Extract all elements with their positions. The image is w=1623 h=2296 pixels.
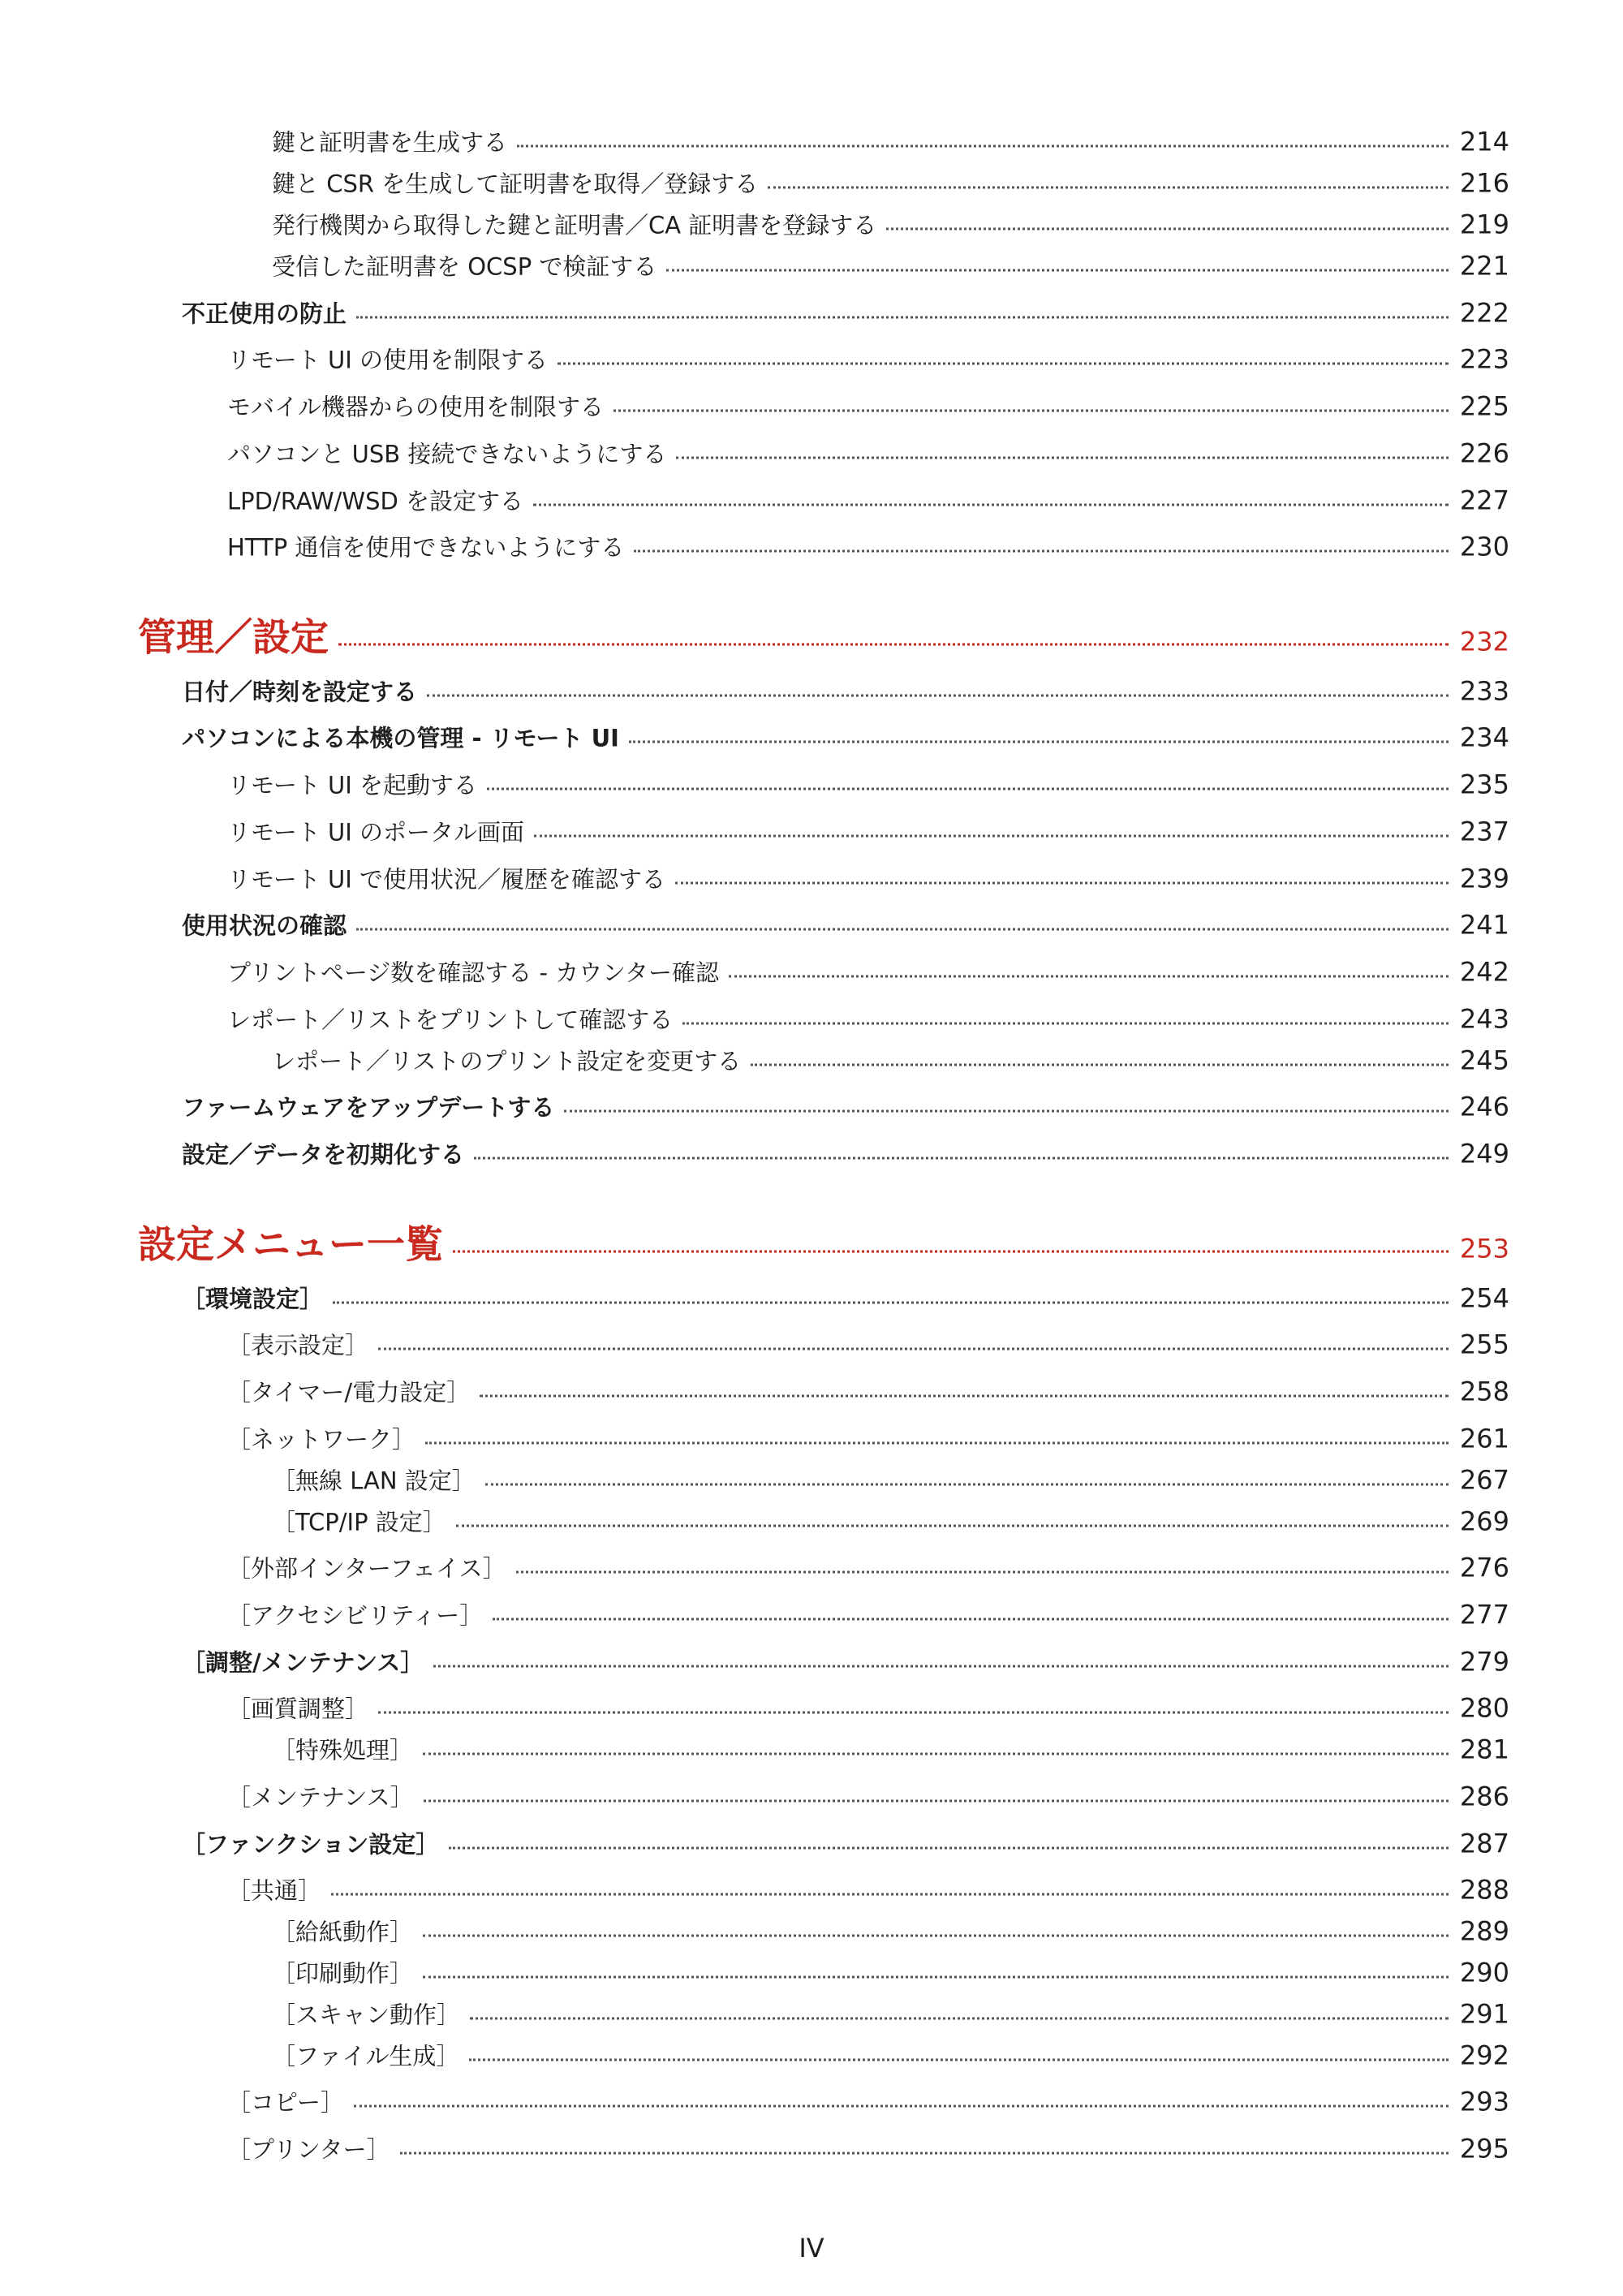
toc-page-number: 227 <box>1459 485 1509 516</box>
toc-entry-title: ［メンテナンス］ <box>227 1783 414 1811</box>
toc-page-number: 239 <box>1459 863 1509 894</box>
toc-entry-title: モバイル機器からの使用を制限する <box>227 393 605 421</box>
toc-page-number: 267 <box>1459 1464 1509 1496</box>
toc-leader-dots <box>533 504 1449 506</box>
toc-entry[interactable] <box>272 2039 1509 2072</box>
toc-leader-dots <box>338 644 1449 646</box>
toc-entry-title: ［環境設定］ <box>182 1285 324 1313</box>
toc-entry-title: ［タイマー/電力設定］ <box>227 1378 471 1406</box>
toc-leader-dots <box>480 1395 1449 1398</box>
toc-entry-title: ［表示設定］ <box>227 1331 369 1359</box>
toc-page-number: 243 <box>1459 1003 1509 1035</box>
toc-leader-dots <box>517 145 1449 148</box>
toc-entry[interactable] <box>272 1997 1509 2031</box>
toc-leader-dots <box>629 741 1449 743</box>
toc-page-number: 232 <box>1459 626 1509 657</box>
toc-page-number: 291 <box>1459 1998 1509 2030</box>
toc-chapter-title: 設定メニュー一覧 <box>138 1222 443 1268</box>
toc-entry-title: パソコンと USB 接続できないようにする <box>227 440 667 468</box>
toc-entry[interactable] <box>272 249 1509 282</box>
toc-entry-title: リモート UI の使用を制限する <box>227 346 549 374</box>
toc-entry[interactable] <box>227 530 1509 563</box>
toc-entry[interactable] <box>272 1505 1509 1538</box>
toc-page-number: 276 <box>1459 1552 1509 1583</box>
toc-entry[interactable] <box>227 2132 1509 2165</box>
toc-leader-dots <box>427 695 1449 697</box>
toc-leader-dots <box>333 1302 1449 1304</box>
toc-entry[interactable] <box>182 1090 1509 1123</box>
toc-leader-dots <box>423 1753 1449 1755</box>
toc-page-number: 219 <box>1459 209 1509 240</box>
toc-page-number: 235 <box>1459 769 1509 800</box>
toc-chapter-title: 管理／設定 <box>138 615 329 661</box>
toc-leader-dots <box>378 1348 1449 1350</box>
toc-entry[interactable] <box>138 1215 1509 1269</box>
toc-page-number: 241 <box>1459 909 1509 941</box>
toc-entry[interactable] <box>272 1956 1509 1989</box>
toc-entry-title: ［ファンクション設定］ <box>182 1830 440 1859</box>
toc-page-number: 277 <box>1459 1599 1509 1630</box>
toc-entry[interactable] <box>227 1551 1509 1584</box>
toc-leader-dots <box>493 1618 1449 1621</box>
toc-entry[interactable] <box>227 1598 1509 1631</box>
toc-page-number: 249 <box>1459 1138 1509 1170</box>
toc-leader-dots <box>666 269 1449 272</box>
toc-leader-dots <box>433 1665 1449 1668</box>
toc-entry[interactable] <box>227 815 1509 848</box>
toc-page-number: 246 <box>1459 1091 1509 1122</box>
toc-entry[interactable] <box>182 721 1509 754</box>
toc-entry-title: ［調整/メンテナンス］ <box>182 1648 424 1677</box>
toc-entry[interactable] <box>227 1375 1509 1408</box>
toc-entry[interactable] <box>272 1044 1509 1077</box>
toc-entry[interactable] <box>272 208 1509 241</box>
toc-leader-dots <box>356 928 1449 931</box>
toc-leader-dots <box>423 1935 1449 1937</box>
toc-entry[interactable] <box>272 1733 1509 1766</box>
footer-page-number: IV <box>799 2233 824 2264</box>
toc-leader-dots <box>516 1571 1449 1574</box>
toc-entry[interactable] <box>182 1282 1509 1315</box>
toc-leader-dots <box>564 1110 1449 1113</box>
toc-leader-dots <box>729 976 1449 978</box>
toc-entry[interactable] <box>182 296 1509 330</box>
toc-entry-title: HTTP 通信を使用できないようにする <box>227 533 625 562</box>
toc-page-number: 258 <box>1459 1376 1509 1407</box>
toc-page-number: 216 <box>1459 167 1509 199</box>
toc-entry[interactable] <box>227 484 1509 517</box>
toc-page-number: 269 <box>1459 1506 1509 1537</box>
toc-entry-title: パソコンによる本機の管理 - リモート UI <box>182 724 619 752</box>
toc-leader-dots <box>768 187 1449 189</box>
toc-entry-title: ファームウェアをアップデートする <box>182 1093 555 1122</box>
toc-leader-dots <box>453 1251 1449 1253</box>
toc-page-number: 286 <box>1459 1781 1509 1812</box>
toc-page-number: 230 <box>1459 531 1509 562</box>
toc-leader-dots <box>470 2018 1449 2020</box>
toc-page-number: 293 <box>1459 2086 1509 2117</box>
toc-entry-title: ［コピー］ <box>227 2088 344 2117</box>
toc-page-number: 255 <box>1459 1329 1509 1360</box>
toc-page-number: 214 <box>1459 126 1509 157</box>
toc-entry[interactable] <box>272 1463 1509 1497</box>
toc-page-number: 237 <box>1459 816 1509 847</box>
toc-entry-title: ［共通］ <box>227 1876 322 1905</box>
toc-entry-title: ［外部インターフェイス］ <box>227 1554 506 1583</box>
toc-entry-title: リモート UI で使用状況／履歴を確認する <box>227 865 666 894</box>
toc-entry[interactable] <box>227 1691 1509 1725</box>
toc-page-number: 292 <box>1459 2040 1509 2071</box>
toc-entry-title: レポート／リストのプリント設定を変更する <box>272 1047 742 1075</box>
toc-entry[interactable] <box>227 390 1509 423</box>
toc-leader-dots <box>425 1442 1449 1445</box>
toc-entry-title: ［印刷動作］ <box>272 1959 414 1988</box>
toc-leader-dots <box>423 1976 1449 1979</box>
toc-page-number: 254 <box>1459 1282 1509 1314</box>
toc-entry-title: ［アクセシビリティー］ <box>227 1601 484 1630</box>
toc-page-number: 223 <box>1459 343 1509 375</box>
toc-page-number: 279 <box>1459 1646 1509 1678</box>
toc-entry[interactable] <box>182 1827 1509 1860</box>
toc-leader-dots <box>331 1893 1449 1896</box>
toc-entry[interactable] <box>182 1645 1509 1678</box>
toc-page-number: 295 <box>1459 2133 1509 2165</box>
toc-entry-title: ［無線 LAN 設定］ <box>272 1467 476 1495</box>
toc-entry-title: リモート UI を起動する <box>227 771 478 799</box>
toc-leader-dots <box>634 550 1448 553</box>
toc-leader-dots <box>675 882 1449 885</box>
toc-leader-dots <box>400 2152 1449 2155</box>
toc-entry[interactable] <box>182 1137 1509 1170</box>
toc-page-number: 253 <box>1459 1233 1509 1264</box>
toc-entry[interactable] <box>227 768 1509 801</box>
toc-entry-title: 鍵と CSR を生成して証明書を取得／登録する <box>272 170 759 198</box>
toc-entry-title: ［スキャン動作］ <box>272 2001 461 2029</box>
toc-page-number: 280 <box>1459 1692 1509 1724</box>
toc-entry[interactable] <box>138 608 1509 662</box>
toc-page-number: 226 <box>1459 437 1509 469</box>
toc-leader-dots <box>456 1525 1449 1527</box>
toc-entry[interactable] <box>182 908 1509 941</box>
toc-page-number: 288 <box>1459 1874 1509 1906</box>
toc-entry-title: リモート UI のポータル画面 <box>227 818 525 846</box>
toc-page-number: 222 <box>1459 297 1509 329</box>
toc-page-number: 281 <box>1459 1734 1509 1765</box>
toc-entry[interactable] <box>272 166 1509 200</box>
toc-leader-dots <box>485 1484 1449 1486</box>
toc-leader-dots <box>676 457 1449 459</box>
toc-leader-dots <box>558 363 1449 365</box>
toc-leader-dots <box>424 1800 1449 1803</box>
toc-entry-title: 発行機関から取得した鍵と証明書／CA 証明書を登録する <box>272 211 877 239</box>
toc-entry-title: ［ファイル生成］ <box>272 2042 460 2070</box>
toc-page-number: 234 <box>1459 722 1509 753</box>
toc-entry-title: 鍵と証明書を生成する <box>272 128 508 157</box>
toc-entry[interactable] <box>227 342 1509 376</box>
toc-entry-title: 設定／データを初期化する <box>182 1140 465 1169</box>
toc-entry[interactable] <box>227 1328 1509 1361</box>
toc-entry-title: レポート／リストをプリントして確認する <box>227 1006 674 1034</box>
toc-page-number: 221 <box>1459 250 1509 282</box>
toc-page-number: 225 <box>1459 390 1509 422</box>
toc-page-number: 233 <box>1459 675 1509 707</box>
toc-entry-title: LPD/RAW/WSD を設定する <box>227 487 524 515</box>
toc-entry[interactable] <box>227 2085 1509 2118</box>
toc-page-number: 289 <box>1459 1915 1509 1947</box>
toc-leader-dots <box>613 410 1449 412</box>
toc-entry-title: ［ネットワーク］ <box>227 1425 416 1454</box>
toc-entry-title: ［プリンター］ <box>227 2135 390 2164</box>
toc-page-number: 287 <box>1459 1828 1509 1859</box>
toc-leader-dots <box>474 1157 1449 1160</box>
toc-entry[interactable] <box>227 1002 1509 1036</box>
toc-leader-dots <box>449 1847 1449 1850</box>
toc-entry[interactable] <box>227 1780 1509 1813</box>
toc-entry[interactable] <box>272 125 1509 158</box>
toc-leader-dots <box>682 1023 1449 1025</box>
toc-leader-dots <box>378 1712 1449 1714</box>
toc-entry-title: ［TCP/IP 設定］ <box>272 1508 446 1536</box>
toc-entry-title: プリントページ数を確認する - カウンター確認 <box>227 958 720 987</box>
toc-page-number: 242 <box>1459 956 1509 988</box>
toc-entry-title: 不正使用の防止 <box>182 299 347 328</box>
toc-leader-dots <box>356 317 1449 319</box>
toc-page-number: 261 <box>1459 1423 1509 1454</box>
toc-leader-dots <box>751 1064 1449 1066</box>
toc-leader-dots <box>354 2105 1449 2108</box>
toc-entry[interactable] <box>227 1422 1509 1455</box>
toc-entry-title: 日付／時刻を設定する <box>182 678 418 706</box>
toc-entry-title: 受信した証明書を OCSP で検証する <box>272 252 657 281</box>
toc-entry-title: ［給紙動作］ <box>272 1918 414 1946</box>
toc-entry[interactable] <box>227 437 1509 470</box>
toc-leader-dots <box>469 2059 1449 2061</box>
toc-entry-title: ［画質調整］ <box>227 1695 369 1723</box>
toc-entry-title: ［特殊処理］ <box>272 1736 414 1764</box>
toc-entry[interactable] <box>227 862 1509 895</box>
toc-entry[interactable] <box>227 1873 1509 1906</box>
toc-leader-dots <box>886 228 1449 230</box>
toc-entry-title: 使用状況の確認 <box>182 911 347 940</box>
toc-entry[interactable] <box>227 955 1509 989</box>
toc-page-number: 245 <box>1459 1045 1509 1076</box>
toc-leader-dots <box>534 835 1449 838</box>
toc-page-number: 290 <box>1459 1957 1509 1988</box>
toc-leader-dots <box>487 788 1449 790</box>
toc-entry[interactable] <box>272 1915 1509 1948</box>
toc-entry[interactable] <box>182 674 1509 708</box>
